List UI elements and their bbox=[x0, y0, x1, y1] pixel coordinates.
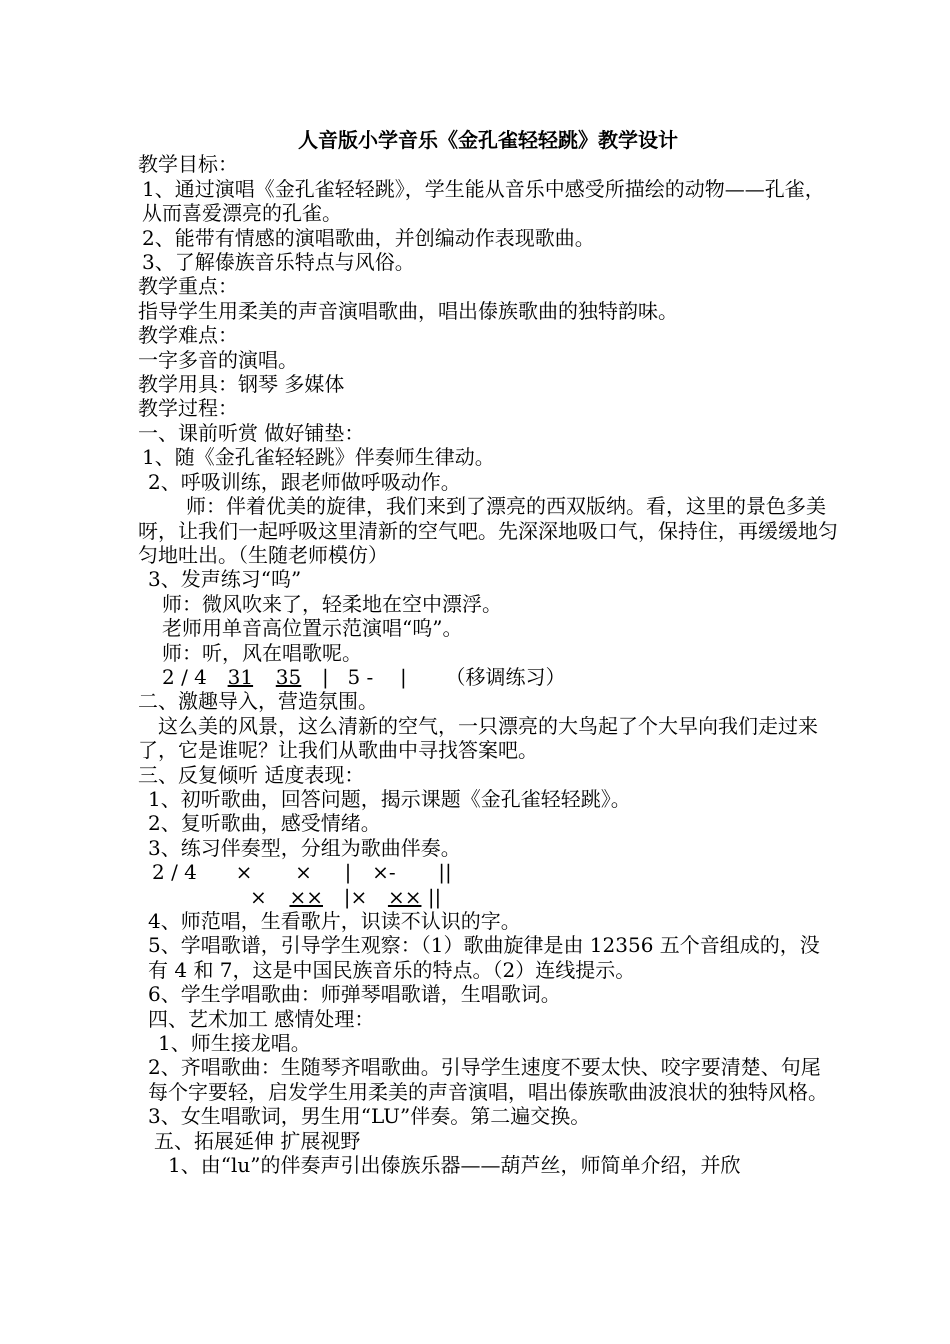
process-heading: 教学过程： bbox=[138, 396, 238, 421]
section-1-item-3-b: 老师用单音高位置示范演唱“呜”。 bbox=[162, 616, 463, 641]
rhythm-note-c: ×- bbox=[372, 860, 396, 885]
notation-note-31: 31 bbox=[227, 664, 254, 689]
section-3-item-2: 2、复听歌曲，感受情绪。 bbox=[148, 811, 381, 836]
section-4-item-1: 1、师生接龙唱。 bbox=[158, 1031, 311, 1056]
section-1-item-3-a: 师：微风吹来了，轻柔地在空中漂浮。 bbox=[162, 591, 502, 616]
notation-remark: （移调练习） bbox=[445, 664, 566, 689]
rhythm2-note-c: ×× bbox=[387, 884, 422, 909]
notation-note-5: 5 - bbox=[347, 664, 374, 689]
section-1-item-2-text: 师：伴着优美的旋律，我们来到了漂亮的西双版纳。看，这里的景色多美呀，让我们一起呼吸这里清新的空气吧。先深深地吸口气，保持住，再缓缓地匀匀地吐出。（生随老师模仿） bbox=[138, 494, 838, 567]
section-4-item-2: 2、齐唱歌曲：生随琴齐唱歌曲。引导学生速度不要太快、咬字要清楚、句尾每个字要轻，启发学生用柔美的声音演唱，唱出傣族歌曲波浪状的独特风格。 bbox=[148, 1055, 828, 1104]
notation-meter: 2 / 4 bbox=[162, 664, 207, 689]
rhythm2-note-a: × bbox=[250, 884, 267, 909]
section-5-heading: 五、拓展延伸 扩展视野 bbox=[154, 1128, 361, 1153]
section-3-item-4: 4、师范唱，生看歌片，识读不认识的字。 bbox=[148, 909, 521, 933]
rhythm2-bar: |× bbox=[343, 884, 368, 909]
section-2-text: 这么美的风景，这么清新的空气，一只漂亮的大鸟起了个大早向我们走过来了，它是谁呢？让我们从歌曲中寻找答案吧。 bbox=[138, 713, 818, 763]
notation-line-1 bbox=[138, 665, 838, 689]
section-1-item-2: 2、呼吸训练，跟老师做呼吸动作。 bbox=[148, 469, 461, 494]
key-text: 指导学生用柔美的声音演唱歌曲，唱出傣族歌曲的独特韵味。 bbox=[138, 298, 678, 323]
rhythm-bar: | bbox=[344, 860, 352, 885]
rhythm2-end-bar: || bbox=[427, 884, 442, 909]
rhythm-end-bar: || bbox=[438, 860, 452, 885]
section-1-item-1: 1、随《金孔雀轻轻跳》伴奏师生律动。 bbox=[142, 445, 495, 470]
document-page bbox=[138, 128, 838, 1177]
rhythm-line-1 bbox=[138, 860, 838, 884]
section-4-heading: 四、艺术加工 感情处理： bbox=[148, 1006, 375, 1031]
rhythm-note-b: × bbox=[295, 860, 312, 885]
section-5-item-1: 1、由“lu”的伴奏声引出傣族乐器——葫芦丝，师简单介绍，并欣 bbox=[168, 1153, 741, 1178]
key-heading: 教学重点： bbox=[138, 274, 238, 299]
notation-bar-end: | bbox=[400, 664, 407, 689]
section-3-item-5: 5、学唱歌谱，引导学生观察：（1）歌曲旋律是由 12356 五个音组成的，没有 4 和 7，这是中国民族音乐的特点。（2）连线提示。 bbox=[148, 933, 820, 982]
section-4-item-3: 3、女生唱歌词，男生用“LU”伴奏。第二遍交换。 bbox=[148, 1104, 591, 1129]
rhythm-meter: 2 / 4 bbox=[152, 860, 197, 885]
difficulty-heading: 教学难点： bbox=[138, 323, 238, 348]
goal-item-2: 2、能带有情感的演唱歌曲，并创编动作表现歌曲。 bbox=[142, 225, 595, 250]
goals-heading: 教学目标： bbox=[138, 152, 238, 177]
rhythm-line-2 bbox=[138, 885, 838, 909]
page-title: 人音版小学音乐《金孔雀轻轻跳》教学设计 bbox=[298, 128, 678, 152]
difficulty-text: 一字多音的演唱。 bbox=[138, 347, 298, 372]
rhythm2-note-b: ×× bbox=[289, 884, 323, 909]
section-1-item-3-c: 师：听，风在唱歌呢。 bbox=[162, 640, 362, 665]
section-1-item-3: 3、发声练习“呜” bbox=[148, 567, 302, 592]
section-1-heading: 一、课前听赏 做好铺垫： bbox=[138, 420, 365, 445]
tools-line: 教学用具：钢琴 多媒体 bbox=[138, 372, 345, 397]
goal-item-3: 3、了解傣族音乐特点与风俗。 bbox=[142, 250, 415, 275]
goal-item-1: 1、通过演唱《金孔雀轻轻跳》，学生能从音乐中感受所描绘的动物——孔雀，从而喜爱漂亮的孔雀。 bbox=[142, 176, 825, 226]
section-3-item-1: 1、初听歌曲，回答问题，揭示课题《金孔雀轻轻跳》。 bbox=[148, 786, 631, 811]
section-3-item-6: 6、学生学唱歌曲：师弹琴唱歌谱，生唱歌词。 bbox=[148, 982, 561, 1007]
section-2-heading: 二、激趣导入，营造氛围。 bbox=[138, 689, 378, 714]
section-3-item-3: 3、练习伴奏型，分组为歌曲伴奏。 bbox=[148, 835, 461, 860]
notation-bar: | bbox=[321, 664, 329, 689]
notation-note-35: 35 bbox=[275, 664, 302, 689]
rhythm-note-a: × bbox=[235, 860, 253, 885]
section-3-heading: 三、反复倾听 适度表现： bbox=[138, 762, 365, 787]
